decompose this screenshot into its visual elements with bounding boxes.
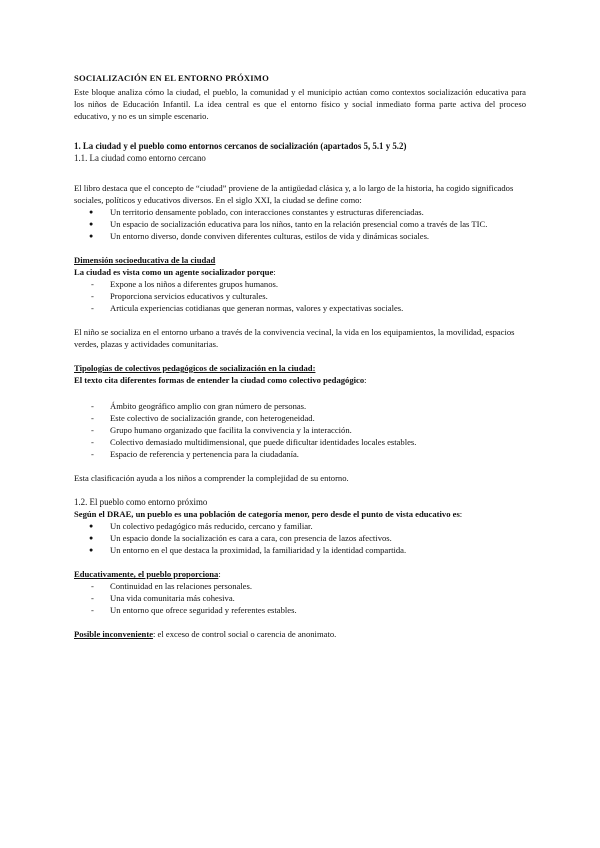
classification-paragraph: Esta clasificación ayuda a los niños a comprender la complejidad de su entorno. — [74, 473, 349, 483]
drawback-paragraph — [74, 628, 526, 640]
town-lead-bold: Según el DRAE, un pueblo es una población de categoría menor, pero desde el punto de vista educativo es — [74, 509, 460, 519]
educational-tail: : — [218, 569, 221, 579]
section-1-2-heading: 1.2. El pueblo como entorno próximo — [74, 497, 208, 507]
list-item: ● Un espacio de socialización educativa para los niños, tanto en la relación presencial como a través de las TIC. — [74, 218, 526, 230]
list-item: ● Un espacio donde la socialización es cara a cara, con presencia de lazos afectivos. — [74, 532, 526, 544]
child-city-paragraph: El niño se socializa en el entorno urbano a través de la convivencia vecinal, la vida en los equipamientos, la movilidad, espacios verdes, plazas y actividades comunitarias. — [74, 327, 515, 349]
list-item: - Expone a los niños a diferentes grupos humanos. — [74, 278, 526, 290]
list-item: - Una vida comunitaria más cohesiva. — [74, 592, 526, 604]
socioeducational-lead-tail: : — [273, 267, 276, 277]
typologies-list — [74, 400, 526, 460]
list-item: - Grupo humano organizado que facilita la convivencia y la interacción. — [74, 424, 526, 436]
list-item: - Proporciona servicios educativos y culturales. — [74, 290, 526, 302]
educational-heading: Educativamente, el pueblo proporciona — [74, 569, 219, 579]
list-item: - Continuidad en las relaciones personales. — [74, 580, 526, 592]
socioeducational-heading: Dimensión socioeducativa de la ciudad — [74, 255, 216, 265]
town-lead-tail: : — [459, 509, 463, 519]
document-page — [74, 72, 526, 640]
drawback-text: : el exceso de control social o carencia de anonimato. — [153, 629, 337, 639]
list-item: ● Un territorio densamente poblado, con interacciones constantes y estructuras diferenciadas. — [74, 206, 526, 218]
city-intro-paragraph: El libro destaca que el concepto de “ciudad” proviene de la antigüedad clásica y, a lo largo de la historia, ha cogido significados sociales, políticos y educativos diversos. En el siglo XXI, la ciudad se define como: — [74, 183, 514, 205]
intro-paragraph: Este bloque analiza cómo la ciudad, el pueblo, la comunidad y el municipio actúan como contextos socialización educativa para los niños de Educación Infantil. La idea central es que el entorno físico y social inmediato forma parte activa del proceso educativo, y no es un simple escenario. — [74, 87, 526, 121]
town-lead — [74, 508, 526, 520]
city-definition-list — [74, 206, 526, 242]
list-item: - Colectivo demasiado multidimensional, que puede dificultar identidades locales estables. — [74, 436, 526, 448]
socioeducational-lead-bold: La ciudad es vista como un agente socializador porque — [74, 267, 274, 277]
educational-list — [74, 580, 526, 616]
list-item: ● Un entorno en el que destaca la proximidad, la familiaridad y la identidad compartida. — [74, 544, 526, 556]
town-list — [74, 520, 526, 556]
typologies-lead-tail: : — [364, 375, 367, 385]
educational-lead — [74, 568, 526, 580]
section-1-heading: 1. La ciudad y el pueblo como entornos cercanos de socialización (apartados 5, 5.1 y 5.2) — [74, 141, 407, 151]
drawback-label: Posible inconveniente — [74, 629, 154, 639]
document-title: SOCIALIZACIÓN EN EL ENTORNO PRÓXIMO — [74, 73, 269, 83]
list-item: - Un entorno que ofrece seguridad y referentes estables. — [74, 604, 526, 616]
list-item: - Ámbito geográfico amplio con gran número de personas. — [74, 400, 526, 412]
list-item: - Este colectivo de socialización grande, con heterogeneidad. — [74, 412, 526, 424]
list-item: ● Un entorno diverso, donde conviven diferentes culturas, estilos de vida y dinámicas sociales. — [74, 230, 526, 242]
typologies-lead-bold: El texto cita diferentes formas de entender la ciudad como colectivo pedagógico — [74, 375, 365, 385]
socioeducational-list — [74, 278, 526, 314]
socioeducational-lead — [74, 266, 526, 278]
list-item: - Articula experiencias cotidianas que generan normas, valores y expectativas sociales. — [74, 302, 526, 314]
section-1-1-heading: 1.1. La ciudad como entorno cercano — [74, 153, 206, 163]
typologies-heading: Tipologías de colectivos pedagógicos de socialización en la ciudad: — [74, 363, 316, 373]
typologies-lead — [74, 374, 526, 386]
list-item: - Espacio de referencia y pertenencia para la ciudadanía. — [74, 448, 526, 460]
list-item: ● Un colectivo pedagógico más reducido, cercano y familiar. — [74, 520, 526, 532]
